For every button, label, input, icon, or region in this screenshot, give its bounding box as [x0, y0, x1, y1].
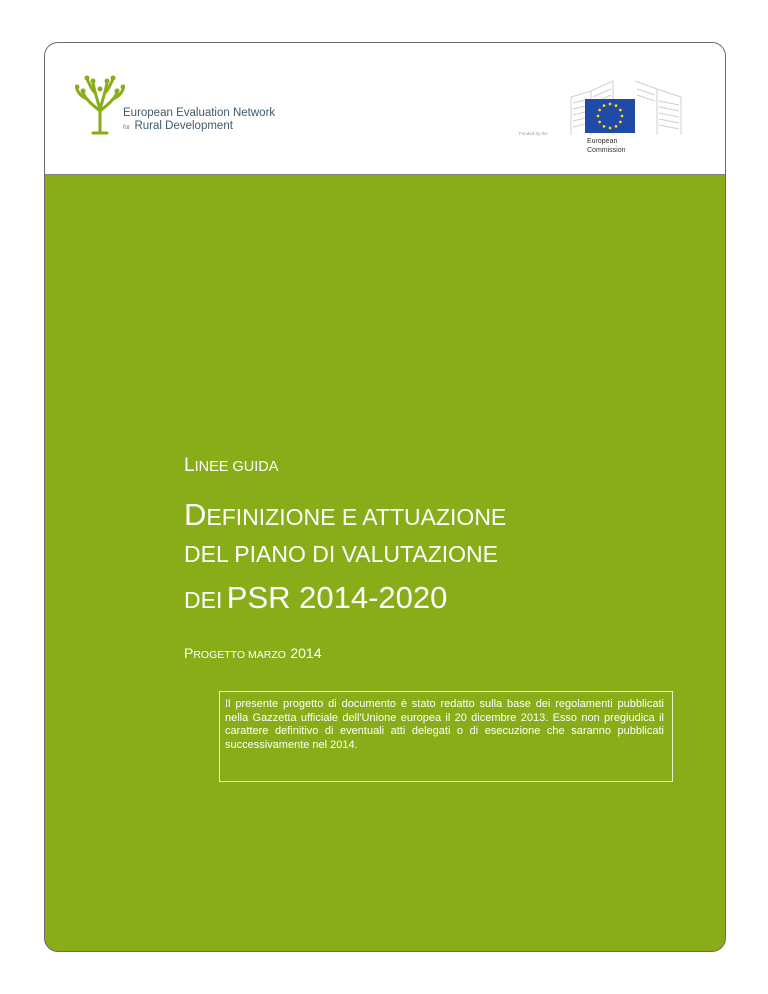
doc-type-label	[184, 455, 278, 477]
enrd-name-line1: European Evaluation Network	[123, 107, 276, 119]
header-band	[45, 43, 725, 175]
enrd-logo	[75, 75, 295, 139]
title-line-1	[184, 497, 506, 533]
tree-icon	[75, 75, 125, 135]
title-line-3-prefix: DEI	[184, 587, 223, 613]
ec-name	[587, 137, 626, 155]
ec-name-line1: European	[587, 138, 618, 145]
draft-rest: ROGETTO MARZO	[193, 649, 286, 661]
disclaimer-box: Il presente progetto di documento è stato redatto sulla base dei regolamenti pubblicati nella Gazzetta ufficiale dell'Unione europea il 20 dicembre 2013. Esso non pregiudica il carattere definitivo di eventuali atti delegati o di esecuzione che saranno pubblicati successivamente nel 2014.	[219, 691, 673, 782]
funded-by-label: Funded by the	[519, 131, 548, 136]
doc-type-rest: INEE GUIDA	[194, 459, 279, 475]
draft-label	[184, 645, 322, 663]
title-line-3-main: PSR 2014-2020	[226, 580, 448, 615]
enrd-name-for: for	[123, 125, 131, 131]
enrd-name-line2: Rural Development	[134, 120, 233, 132]
title-line-1-rest: EFINIZIONE E ATTUAZIONE	[206, 504, 507, 530]
ec-name-line2: Commission	[587, 147, 626, 154]
title-line-2: DEL PIANO DI VALUTAZIONE	[184, 541, 498, 567]
enrd-wordmark	[123, 107, 275, 134]
eu-flag-icon	[585, 99, 635, 133]
draft-year: 2014	[290, 645, 322, 661]
european-commission-logo	[519, 71, 719, 173]
draft-initial: P	[184, 645, 194, 661]
title-line-3	[184, 580, 447, 616]
doc-type-initial: L	[184, 455, 195, 476]
title-line-1-initial: D	[184, 497, 207, 532]
